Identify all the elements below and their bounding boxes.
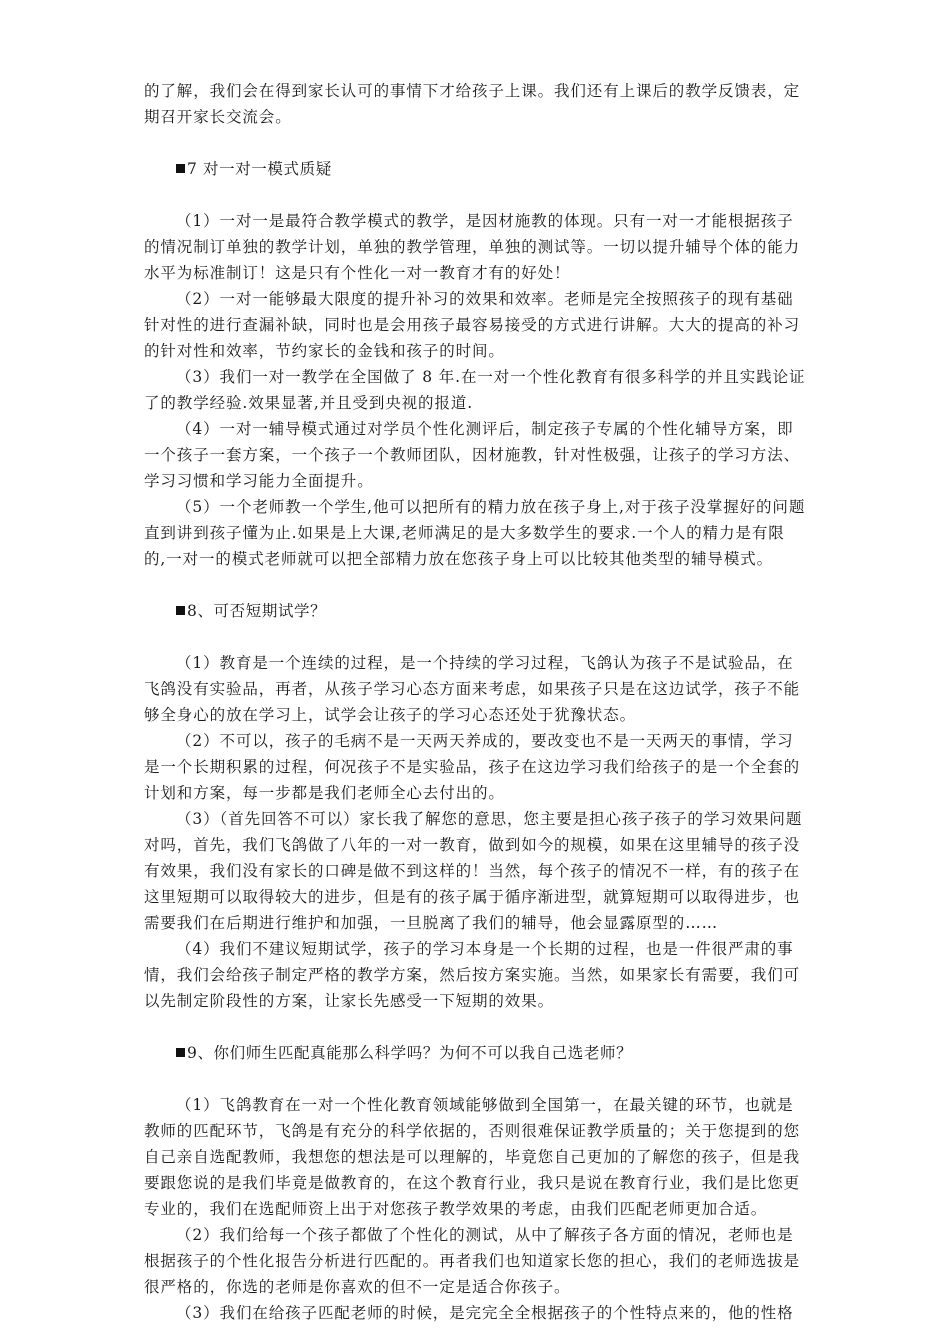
paragraph-line: （2）不可以，孩子的毛病不是一天两天养成的，要改变也不是一天两天的事情，学习 [176, 732, 794, 750]
section-heading-text: 8、可否短期试学？ [187, 602, 327, 620]
paragraph-line: 的情况制订单独的教学计划，单独的教学管理，单独的测试等。一切以提升辅导个体的能力 [144, 238, 801, 256]
paragraph-line: 直到讲到孩子懂为止.如果是上大课,老师满足的是大多数学生的要求.一个人的精力是有限 [144, 524, 785, 542]
paragraph-line: 够全身心的放在学习上，试学会让孩子的学习心态还处于犹豫状态。 [144, 706, 637, 724]
paragraph-line: 教师的匹配环节，飞鸽是有充分的科学依据的，否则很难保证教学质量的；关于您提到的您 [144, 1122, 801, 1140]
paragraph-line: 计划和方案，每一步都是我们老师全心去付出的。 [144, 784, 505, 802]
paragraph-line: 对吗，首先，我们飞鸽做了八年的一对一教育，做到如今的规模，如果在这里辅导的孩子没 [144, 836, 801, 854]
intro-line: 的了解，我们会在得到家长认可的事情下才给孩子上课。我们还有上课后的教学反馈表，定 [144, 82, 801, 100]
section-heading-9 [144, 1040, 810, 1066]
paragraph-line: 情，我们会给孩子制定严格的教学方案，然后按方案实施。当然，如果家长有需要，我们可 [144, 966, 801, 984]
paragraph-line: （2）一对一能够最大限度的提升补习的效果和效率。老师是完全按照孩子的现有基础 [176, 290, 794, 308]
paragraph-line: （5）一个老师教一个学生,他可以把所有的精力放在孩子身上,对于孩子没掌握好的问题 [176, 498, 806, 516]
paragraph-line: 这里短期可以取得较大的进步，但是有的孩子属于循序渐进型，就算短期可以取得进步，也 [144, 888, 801, 906]
square-bullet-icon [176, 164, 185, 173]
paragraph-line: 有效果，我们没有家长的口碑是做不到这样的！当然，每个孩子的情况不一样，有的孩子在 [144, 862, 801, 880]
paragraph-line: 专业的，我们在选配师资上出于对您孩子教学效果的考虑，由我们匹配老师更加合适。 [144, 1200, 768, 1218]
paragraph-line: （3）（首先回答不可以）家长我了解您的意思，您主要是担心孩子孩子的学习效果问题 [176, 810, 803, 828]
section-heading-text: 9、你们师生匹配真能那么科学吗？为何不可以我自己选老师？ [187, 1044, 633, 1062]
paragraph-line: （1）飞鸽教育在一对一个性化教育领域能够做到全国第一，在最关键的环节，也就是 [176, 1096, 794, 1114]
paragraph-line: 飞鸽没有实验品，再者，从孩子学习心态方面来考虑，如果孩子只是在这边试学，孩子不能 [144, 680, 801, 698]
section-heading-8 [144, 598, 810, 624]
paragraph-line: 水平为标准制订！这是只有个性化一对一教育才有的好处！ [144, 264, 571, 282]
section-heading-text: 7 对一对一模式质疑 [187, 160, 332, 178]
paragraph-line: 以先制定阶段性的方案，让家长先感受一下短期的效果。 [144, 992, 555, 1010]
paragraph-line: 针对性的进行查漏补缺，同时也是会用孩子最容易接受的方式进行讲解。大大的提高的补习 [144, 316, 801, 334]
paragraph-line: 要跟您说的是我们毕竟是做教育的，在这个教育行业，我只是说在教育行业，我们是比您更 [144, 1174, 801, 1192]
square-bullet-icon [176, 606, 185, 615]
paragraph-line: 的针对性和效率，节约家长的金钱和孩子的时间。 [144, 342, 505, 360]
paragraph-line: 需要我们在后期进行维护和加强，一旦脱离了我们的辅导，他会显露原型的…… [144, 914, 719, 932]
paragraph-line: 根据孩子的个性化报告分析进行匹配的。再者我们也知道家长您的担心，我们的老师选拔是 [144, 1252, 801, 1270]
paragraph-line: （3）我们在给孩子匹配老师的时候，是完完全全根据孩子的个性特点来的，他的性格 [176, 1304, 794, 1322]
paragraph-line: （1）教育是一个连续的过程，是一个持续的学习过程，飞鸽认为孩子不是试验品，在 [176, 654, 794, 672]
intro-line: 期召开家长交流会。 [144, 108, 292, 126]
paragraph-line: 的,一对一的模式老师就可以把全部精力放在您孩子身上可以比较其他类型的辅导模式。 [144, 550, 774, 568]
paragraph-line: （4）一对一辅导模式通过对学员个性化测评后，制定孩子专属的个性化辅导方案，即 [176, 420, 794, 438]
paragraph-line: （1）一对一是最符合教学模式的教学，是因材施教的体现。只有一对一才能根据孩子 [176, 212, 794, 230]
paragraph-line: 很严格的，你选的老师是你喜欢的但不一定是适合你孩子。 [144, 1278, 571, 1296]
paragraph-line: 一个孩子一套方案，一个孩子一个教师团队，因材施教，针对性极强，让孩子的学习方法、 [144, 446, 801, 464]
paragraph-line: 了的教学经验.效果显著,并且受到央视的报道. [144, 394, 474, 412]
paragraph-line: 是一个长期积累的过程，何况孩子不是实验品，孩子在这边学习我们给孩子的是一个全套的 [144, 758, 801, 776]
document-page [144, 78, 810, 1326]
square-bullet-icon [176, 1048, 185, 1057]
section-heading-7 [144, 156, 810, 182]
paragraph-line: 自己亲自选配教师，我想您的想法是可以理解的，毕竟您自己更加的了解您的孩子，但是我 [144, 1148, 801, 1166]
paragraph-line: 学习习惯和学习能力全面提升。 [144, 472, 374, 490]
paragraph-line: （4）我们不建议短期试学，孩子的学习本身是一个长期的过程，也是一件很严肃的事 [176, 940, 794, 958]
paragraph-line: （3）我们一对一教学在全国做了 8 年.在一对一个性化教育有很多科学的并且实践论证 [176, 368, 806, 386]
paragraph-line: （2）我们给每一个孩子都做了个性化的测试，从中了解孩子各方面的情况，老师也是 [176, 1226, 794, 1244]
